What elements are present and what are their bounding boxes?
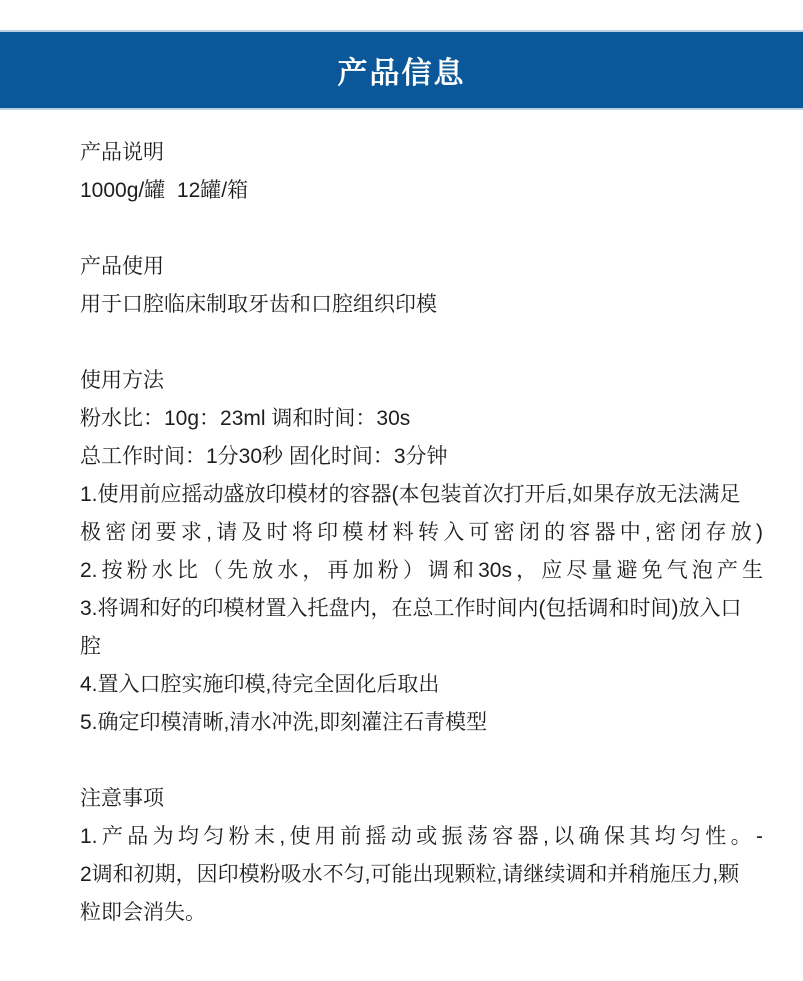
text-line: 2.按粉水比（先放水，再加粉）调和30s，应尽量避免气泡产生: [80, 559, 763, 582]
text-line: 5.确定印模清晰,清水冲洗,即刻灌注石青模型: [80, 711, 488, 734]
text-line: 4.置入口腔实施印模,待完全固化后取出: [80, 673, 440, 696]
text-line: 粉水比：10g：23ml 调和时间：30s: [80, 407, 411, 430]
product-info-content: [80, 134, 763, 932]
product-info-header-banner: [0, 30, 803, 110]
text-line: 1.产品为均匀粉末,使用前摇动或振荡容器,以确保其均匀性。-: [80, 825, 763, 848]
content-section: [80, 362, 763, 742]
section-heading: 产品使用: [80, 255, 164, 278]
section-heading: 产品说明: [80, 141, 164, 164]
section-heading: 注意事项: [80, 787, 164, 810]
content-section: [80, 780, 763, 932]
page-title: 产品信息: [337, 57, 466, 90]
content-section: [80, 248, 763, 324]
text-line: 极密闭要求,请及时将印模材料转入可密闭的容器中,密闭存放): [80, 521, 763, 544]
text-line: 3.将调和好的印模材置入托盘内，在总工作时间内(包括调和时间)放入口: [80, 597, 742, 620]
text-line: 腔: [80, 635, 101, 658]
text-line: 1.使用前应摇动盛放印模材的容器(本包装首次打开后,如果存放无法满足: [80, 483, 741, 506]
text-line: 粒即会消失。: [80, 901, 206, 924]
text-line: 用于口腔临床制取牙齿和口腔组织印模: [80, 293, 437, 316]
text-line: 2调和初期，因印模粉吸水不匀,可能出现颗粒,请继续调和并稍施压力,颗: [80, 863, 740, 886]
text-line: 总工作时间：1分30秒 固化时间：3分钟: [80, 445, 448, 468]
section-heading: 使用方法: [80, 369, 164, 392]
content-section: [80, 134, 763, 210]
text-line: 1000g/罐 12罐/箱: [80, 179, 249, 202]
